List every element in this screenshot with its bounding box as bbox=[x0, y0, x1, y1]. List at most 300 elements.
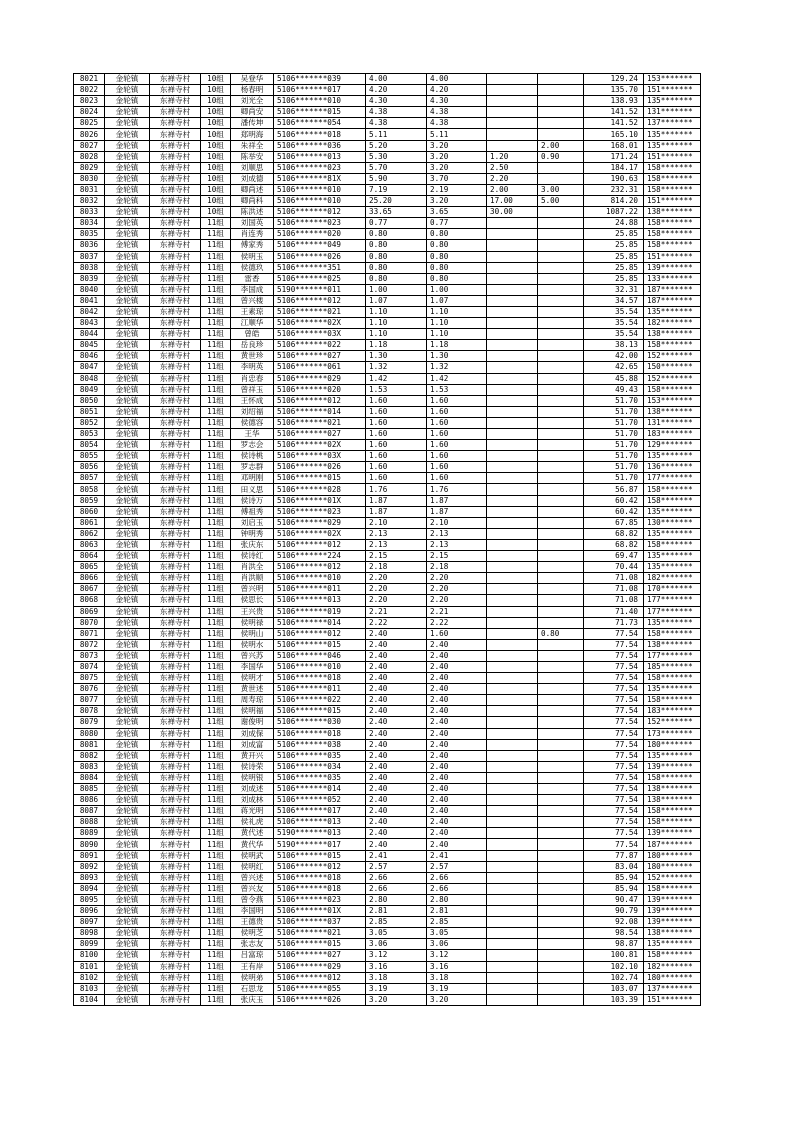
table-row bbox=[74, 551, 701, 562]
table-row bbox=[74, 950, 701, 961]
table-row bbox=[74, 739, 701, 750]
cell-row-number: 8079 bbox=[74, 717, 105, 728]
cell-town: 金轮镇 bbox=[105, 129, 150, 140]
cell-group: 11组 bbox=[201, 728, 231, 739]
cell-town: 金轮镇 bbox=[105, 118, 150, 129]
cell-group: 11组 bbox=[201, 329, 231, 340]
cell-row-number: 8035 bbox=[74, 229, 105, 240]
cell-village: 东禅寺村 bbox=[150, 850, 201, 861]
cell-total-area: 1.76 bbox=[366, 484, 427, 495]
cell-area-c bbox=[538, 384, 584, 395]
table-row bbox=[74, 806, 701, 817]
cell-total-area: 3.16 bbox=[366, 961, 427, 972]
cell-area-a: 3.20 bbox=[427, 151, 487, 162]
cell-area-c bbox=[538, 717, 584, 728]
cell-phone-number: 158******* bbox=[644, 695, 701, 706]
cell-id-number: 5106*******013 bbox=[274, 151, 366, 162]
cell-village: 东禅寺村 bbox=[150, 917, 201, 928]
cell-row-number: 8088 bbox=[74, 817, 105, 828]
cell-household-name: 黄开兴 bbox=[231, 750, 274, 761]
cell-town: 金轮镇 bbox=[105, 340, 150, 351]
cell-area-b: 30.00 bbox=[487, 207, 538, 218]
cell-id-number: 5106*******028 bbox=[274, 484, 366, 495]
cell-id-number: 5106*******038 bbox=[274, 739, 366, 750]
cell-household-name: 曾兴明 bbox=[231, 584, 274, 595]
cell-town: 金轮镇 bbox=[105, 96, 150, 107]
cell-village: 东禅寺村 bbox=[150, 617, 201, 628]
cell-row-number: 8032 bbox=[74, 196, 105, 207]
cell-phone-number: 152******* bbox=[644, 717, 701, 728]
table-row bbox=[74, 717, 701, 728]
cell-row-number: 8045 bbox=[74, 340, 105, 351]
cell-row-number: 8058 bbox=[74, 484, 105, 495]
cell-phone-number: 135******* bbox=[644, 528, 701, 539]
cell-area-a: 0.80 bbox=[427, 229, 487, 240]
table-row bbox=[74, 118, 701, 129]
cell-household-name: 李国成 bbox=[231, 284, 274, 295]
cell-total-area: 0.77 bbox=[366, 218, 427, 229]
cell-area-b bbox=[487, 839, 538, 850]
cell-village: 东禅寺村 bbox=[150, 151, 201, 162]
cell-area-a: 2.40 bbox=[427, 839, 487, 850]
cell-id-number: 5106*******013 bbox=[274, 817, 366, 828]
cell-row-number: 8051 bbox=[74, 406, 105, 417]
cell-group: 11组 bbox=[201, 318, 231, 329]
cell-id-number: 5106*******018 bbox=[274, 129, 366, 140]
table-row bbox=[74, 784, 701, 795]
cell-household-name: 侯诗荣 bbox=[231, 761, 274, 772]
cell-row-number: 8094 bbox=[74, 883, 105, 894]
cell-area-a: 1.60 bbox=[427, 440, 487, 451]
cell-total-area: 5.90 bbox=[366, 173, 427, 184]
cell-phone-number: 158******* bbox=[644, 883, 701, 894]
cell-village: 东禅寺村 bbox=[150, 573, 201, 584]
cell-area-c bbox=[538, 373, 584, 384]
cell-area-a: 2.40 bbox=[427, 717, 487, 728]
cell-row-number: 8036 bbox=[74, 240, 105, 251]
cell-town: 金轮镇 bbox=[105, 539, 150, 550]
cell-subsidy-amount: 141.52 bbox=[584, 118, 644, 129]
cell-area-c bbox=[538, 539, 584, 550]
cell-row-number: 8034 bbox=[74, 218, 105, 229]
cell-subsidy-amount: 25.85 bbox=[584, 273, 644, 284]
cell-phone-number: 158******* bbox=[644, 218, 701, 229]
cell-area-a: 2.57 bbox=[427, 861, 487, 872]
cell-subsidy-amount: 77.54 bbox=[584, 673, 644, 684]
cell-row-number: 8038 bbox=[74, 262, 105, 273]
cell-subsidy-amount: 60.42 bbox=[584, 506, 644, 517]
cell-household-name: 侯明禄 bbox=[231, 617, 274, 628]
cell-id-number: 5106*******052 bbox=[274, 795, 366, 806]
cell-village: 东禅寺村 bbox=[150, 262, 201, 273]
cell-group: 10组 bbox=[201, 196, 231, 207]
cell-phone-number: 152******* bbox=[644, 373, 701, 384]
cell-village: 东禅寺村 bbox=[150, 528, 201, 539]
cell-household-name: 侯诗红 bbox=[231, 551, 274, 562]
cell-area-b bbox=[487, 639, 538, 650]
cell-total-area: 4.38 bbox=[366, 118, 427, 129]
cell-area-a: 3.20 bbox=[427, 162, 487, 173]
cell-area-b bbox=[487, 395, 538, 406]
cell-subsidy-amount: 71.08 bbox=[584, 573, 644, 584]
cell-phone-number: 135******* bbox=[644, 129, 701, 140]
cell-town: 金轮镇 bbox=[105, 506, 150, 517]
cell-row-number: 8103 bbox=[74, 983, 105, 994]
cell-village: 东禅寺村 bbox=[150, 661, 201, 672]
cell-total-area: 1.53 bbox=[366, 384, 427, 395]
cell-area-b bbox=[487, 628, 538, 639]
cell-area-a: 2.81 bbox=[427, 906, 487, 917]
cell-subsidy-amount: 138.93 bbox=[584, 96, 644, 107]
cell-household-name: 侯明芝 bbox=[231, 928, 274, 939]
cell-household-name: 侯德玖 bbox=[231, 262, 274, 273]
cell-group: 11组 bbox=[201, 961, 231, 972]
cell-subsidy-amount: 232.31 bbox=[584, 184, 644, 195]
cell-group: 11组 bbox=[201, 473, 231, 484]
cell-subsidy-amount: 68.82 bbox=[584, 528, 644, 539]
table-row bbox=[74, 661, 701, 672]
cell-area-b bbox=[487, 717, 538, 728]
cell-area-a: 2.15 bbox=[427, 551, 487, 562]
cell-row-number: 8037 bbox=[74, 251, 105, 262]
cell-row-number: 8098 bbox=[74, 928, 105, 939]
cell-town: 金轮镇 bbox=[105, 628, 150, 639]
cell-village: 东禅寺村 bbox=[150, 107, 201, 118]
cell-id-number: 5106*******012 bbox=[274, 972, 366, 983]
cell-area-c bbox=[538, 573, 584, 584]
cell-total-area: 5.30 bbox=[366, 151, 427, 162]
cell-area-c bbox=[538, 484, 584, 495]
cell-area-a: 4.38 bbox=[427, 107, 487, 118]
cell-id-number: 5106*******020 bbox=[274, 384, 366, 395]
cell-subsidy-amount: 77.54 bbox=[584, 817, 644, 828]
cell-town: 金轮镇 bbox=[105, 584, 150, 595]
cell-group: 11组 bbox=[201, 495, 231, 506]
cell-total-area: 2.81 bbox=[366, 906, 427, 917]
cell-subsidy-amount: 69.47 bbox=[584, 551, 644, 562]
cell-phone-number: 180******* bbox=[644, 861, 701, 872]
cell-total-area: 1.07 bbox=[366, 295, 427, 306]
table-row bbox=[74, 828, 701, 839]
cell-area-a: 1.53 bbox=[427, 384, 487, 395]
cell-household-name: 刘国英 bbox=[231, 218, 274, 229]
cell-area-a: 2.13 bbox=[427, 539, 487, 550]
cell-phone-number: 135******* bbox=[644, 750, 701, 761]
table-row bbox=[74, 74, 701, 85]
cell-total-area: 3.06 bbox=[366, 939, 427, 950]
cell-row-number: 8049 bbox=[74, 384, 105, 395]
cell-area-a: 1.87 bbox=[427, 506, 487, 517]
cell-area-b bbox=[487, 917, 538, 928]
cell-village: 东禅寺村 bbox=[150, 384, 201, 395]
cell-row-number: 8100 bbox=[74, 950, 105, 961]
cell-phone-number: 135******* bbox=[644, 617, 701, 628]
cell-phone-number: 177******* bbox=[644, 650, 701, 661]
table-row bbox=[74, 262, 701, 273]
cell-group: 11组 bbox=[201, 950, 231, 961]
cell-area-b bbox=[487, 806, 538, 817]
cell-id-number: 5106*******035 bbox=[274, 772, 366, 783]
cell-row-number: 8056 bbox=[74, 462, 105, 473]
cell-id-number: 5106*******036 bbox=[274, 140, 366, 151]
cell-area-c bbox=[538, 551, 584, 562]
cell-subsidy-amount: 60.42 bbox=[584, 495, 644, 506]
cell-row-number: 8097 bbox=[74, 917, 105, 928]
cell-id-number: 5106*******023 bbox=[274, 506, 366, 517]
cell-row-number: 8070 bbox=[74, 617, 105, 628]
cell-subsidy-amount: 77.54 bbox=[584, 761, 644, 772]
cell-id-number: 5106*******02X bbox=[274, 528, 366, 539]
cell-total-area: 0.80 bbox=[366, 273, 427, 284]
cell-phone-number: 151******* bbox=[644, 994, 701, 1005]
cell-town: 金轮镇 bbox=[105, 351, 150, 362]
cell-subsidy-amount: 35.54 bbox=[584, 329, 644, 340]
cell-total-area: 2.40 bbox=[366, 706, 427, 717]
cell-total-area: 2.40 bbox=[366, 717, 427, 728]
cell-subsidy-amount: 77.54 bbox=[584, 728, 644, 739]
table-row bbox=[74, 861, 701, 872]
cell-total-area: 0.80 bbox=[366, 251, 427, 262]
cell-area-c bbox=[538, 118, 584, 129]
cell-row-number: 8055 bbox=[74, 451, 105, 462]
cell-area-b bbox=[487, 85, 538, 96]
cell-household-name: 江顺华 bbox=[231, 318, 274, 329]
cell-subsidy-amount: 171.24 bbox=[584, 151, 644, 162]
cell-group: 11组 bbox=[201, 295, 231, 306]
cell-total-area: 2.10 bbox=[366, 517, 427, 528]
table-row bbox=[74, 196, 701, 207]
cell-village: 东禅寺村 bbox=[150, 395, 201, 406]
cell-household-name: 侯思长 bbox=[231, 595, 274, 606]
cell-phone-number: 158******* bbox=[644, 340, 701, 351]
cell-household-name: 黄代华 bbox=[231, 839, 274, 850]
cell-area-b bbox=[487, 506, 538, 517]
cell-town: 金轮镇 bbox=[105, 706, 150, 717]
cell-town: 金轮镇 bbox=[105, 196, 150, 207]
cell-area-a: 2.20 bbox=[427, 584, 487, 595]
cell-area-c bbox=[538, 107, 584, 118]
cell-area-c bbox=[538, 162, 584, 173]
cell-household-name: 曾令燕 bbox=[231, 894, 274, 905]
cell-town: 金轮镇 bbox=[105, 839, 150, 850]
cell-phone-number: 138******* bbox=[644, 207, 701, 218]
cell-row-number: 8101 bbox=[74, 961, 105, 972]
cell-area-c bbox=[538, 706, 584, 717]
cell-row-number: 8042 bbox=[74, 306, 105, 317]
cell-household-name: 张庆玉 bbox=[231, 994, 274, 1005]
table-row bbox=[74, 928, 701, 939]
cell-area-b bbox=[487, 406, 538, 417]
cell-subsidy-amount: 102.74 bbox=[584, 972, 644, 983]
cell-group: 11组 bbox=[201, 362, 231, 373]
cell-village: 东禅寺村 bbox=[150, 495, 201, 506]
cell-town: 金轮镇 bbox=[105, 162, 150, 173]
cell-household-name: 曾兴苏 bbox=[231, 650, 274, 661]
table-row bbox=[74, 207, 701, 218]
cell-household-name: 岳良珍 bbox=[231, 340, 274, 351]
cell-row-number: 8041 bbox=[74, 295, 105, 306]
cell-village: 东禅寺村 bbox=[150, 673, 201, 684]
cell-total-area: 2.13 bbox=[366, 528, 427, 539]
cell-subsidy-amount: 51.70 bbox=[584, 417, 644, 428]
table-row bbox=[74, 617, 701, 628]
cell-town: 金轮镇 bbox=[105, 240, 150, 251]
cell-phone-number: 138******* bbox=[644, 795, 701, 806]
cell-subsidy-amount: 25.85 bbox=[584, 240, 644, 251]
cell-total-area: 2.85 bbox=[366, 917, 427, 928]
cell-group: 11组 bbox=[201, 894, 231, 905]
cell-phone-number: 131******* bbox=[644, 107, 701, 118]
cell-area-a: 2.40 bbox=[427, 650, 487, 661]
cell-row-number: 8046 bbox=[74, 351, 105, 362]
cell-village: 东禅寺村 bbox=[150, 784, 201, 795]
cell-subsidy-amount: 51.70 bbox=[584, 395, 644, 406]
cell-subsidy-amount: 77.54 bbox=[584, 650, 644, 661]
table-row bbox=[74, 684, 701, 695]
cell-phone-number: 180******* bbox=[644, 972, 701, 983]
cell-total-area: 2.13 bbox=[366, 539, 427, 550]
cell-area-a: 1.10 bbox=[427, 329, 487, 340]
cell-total-area: 2.66 bbox=[366, 883, 427, 894]
cell-village: 东禅寺村 bbox=[150, 306, 201, 317]
cell-area-b bbox=[487, 118, 538, 129]
cell-area-b bbox=[487, 684, 538, 695]
cell-group: 10组 bbox=[201, 85, 231, 96]
cell-group: 11组 bbox=[201, 817, 231, 828]
cell-total-area: 2.40 bbox=[366, 828, 427, 839]
table-row bbox=[74, 606, 701, 617]
cell-area-c bbox=[538, 229, 584, 240]
cell-area-a: 5.11 bbox=[427, 129, 487, 140]
cell-phone-number: 151******* bbox=[644, 196, 701, 207]
cell-area-a: 4.20 bbox=[427, 85, 487, 96]
cell-area-b bbox=[487, 473, 538, 484]
cell-area-b bbox=[487, 562, 538, 573]
cell-id-number: 5106*******81X bbox=[274, 173, 366, 184]
cell-group: 11组 bbox=[201, 417, 231, 428]
cell-household-name: 侯明水 bbox=[231, 639, 274, 650]
cell-id-number: 5106*******012 bbox=[274, 207, 366, 218]
cell-village: 东禅寺村 bbox=[150, 539, 201, 550]
cell-phone-number: 158******* bbox=[644, 240, 701, 251]
cell-group: 11组 bbox=[201, 384, 231, 395]
table-row bbox=[74, 85, 701, 96]
cell-village: 东禅寺村 bbox=[150, 939, 201, 950]
cell-household-name: 侯明武 bbox=[231, 850, 274, 861]
cell-village: 东禅寺村 bbox=[150, 972, 201, 983]
cell-subsidy-amount: 51.70 bbox=[584, 462, 644, 473]
cell-household-name: 卿尚安 bbox=[231, 107, 274, 118]
cell-area-a: 3.18 bbox=[427, 972, 487, 983]
cell-area-a: 1.10 bbox=[427, 318, 487, 329]
cell-subsidy-amount: 56.87 bbox=[584, 484, 644, 495]
table-row bbox=[74, 983, 701, 994]
cell-area-b bbox=[487, 340, 538, 351]
cell-total-area: 2.40 bbox=[366, 761, 427, 772]
cell-group: 11组 bbox=[201, 839, 231, 850]
cell-total-area: 2.40 bbox=[366, 817, 427, 828]
cell-household-name: 罗志会 bbox=[231, 440, 274, 451]
cell-town: 金轮镇 bbox=[105, 251, 150, 262]
cell-household-name: 谢俊明 bbox=[231, 717, 274, 728]
cell-row-number: 8028 bbox=[74, 151, 105, 162]
cell-area-b bbox=[487, 484, 538, 495]
cell-phone-number: 130******* bbox=[644, 517, 701, 528]
cell-area-b bbox=[487, 129, 538, 140]
cell-row-number: 8071 bbox=[74, 628, 105, 639]
cell-id-number: 5106*******019 bbox=[274, 606, 366, 617]
cell-total-area: 33.65 bbox=[366, 207, 427, 218]
cell-id-number: 5106*******015 bbox=[274, 939, 366, 950]
cell-town: 金轮镇 bbox=[105, 562, 150, 573]
cell-town: 金轮镇 bbox=[105, 306, 150, 317]
cell-household-name: 黄世述 bbox=[231, 684, 274, 695]
cell-group: 11组 bbox=[201, 595, 231, 606]
cell-group: 11组 bbox=[201, 617, 231, 628]
cell-area-c bbox=[538, 329, 584, 340]
cell-row-number: 8104 bbox=[74, 994, 105, 1005]
cell-subsidy-amount: 77.54 bbox=[584, 772, 644, 783]
cell-town: 金轮镇 bbox=[105, 595, 150, 606]
cell-total-area: 2.18 bbox=[366, 562, 427, 573]
cell-household-name: 雷香 bbox=[231, 273, 274, 284]
cell-row-number: 8092 bbox=[74, 861, 105, 872]
cell-area-c bbox=[538, 562, 584, 573]
cell-village: 东禅寺村 bbox=[150, 928, 201, 939]
cell-row-number: 8044 bbox=[74, 329, 105, 340]
cell-area-b bbox=[487, 772, 538, 783]
cell-row-number: 8080 bbox=[74, 728, 105, 739]
cell-total-area: 1.10 bbox=[366, 318, 427, 329]
cell-area-c bbox=[538, 96, 584, 107]
cell-phone-number: 180******* bbox=[644, 850, 701, 861]
cell-household-name: 曾兴述 bbox=[231, 872, 274, 883]
cell-row-number: 8067 bbox=[74, 584, 105, 595]
cell-village: 东禅寺村 bbox=[150, 584, 201, 595]
cell-subsidy-amount: 165.10 bbox=[584, 129, 644, 140]
cell-household-name: 黄世珍 bbox=[231, 351, 274, 362]
cell-area-c bbox=[538, 251, 584, 262]
cell-area-c bbox=[538, 528, 584, 539]
table-row bbox=[74, 650, 701, 661]
cell-phone-number: 151******* bbox=[644, 251, 701, 262]
cell-area-b: 2.50 bbox=[487, 162, 538, 173]
cell-area-a: 2.40 bbox=[427, 684, 487, 695]
table-row bbox=[74, 440, 701, 451]
cell-household-name: 周寿琼 bbox=[231, 695, 274, 706]
cell-phone-number: 135******* bbox=[644, 451, 701, 462]
cell-group: 11组 bbox=[201, 717, 231, 728]
cell-id-number: 5106*******02X bbox=[274, 318, 366, 329]
cell-village: 东禅寺村 bbox=[150, 484, 201, 495]
table-row bbox=[74, 96, 701, 107]
cell-village: 东禅寺村 bbox=[150, 406, 201, 417]
cell-household-name: 李国明 bbox=[231, 906, 274, 917]
cell-subsidy-amount: 135.70 bbox=[584, 85, 644, 96]
cell-household-name: 邓明刚 bbox=[231, 473, 274, 484]
cell-area-a: 2.40 bbox=[427, 750, 487, 761]
cell-town: 金轮镇 bbox=[105, 906, 150, 917]
cell-town: 金轮镇 bbox=[105, 639, 150, 650]
cell-area-c bbox=[538, 661, 584, 672]
cell-id-number: 5106*******017 bbox=[274, 806, 366, 817]
cell-area-a: 2.22 bbox=[427, 617, 487, 628]
cell-household-name: 李国华 bbox=[231, 661, 274, 672]
cell-area-b bbox=[487, 983, 538, 994]
cell-row-number: 8089 bbox=[74, 828, 105, 839]
cell-total-area: 1.60 bbox=[366, 395, 427, 406]
cell-area-b bbox=[487, 695, 538, 706]
